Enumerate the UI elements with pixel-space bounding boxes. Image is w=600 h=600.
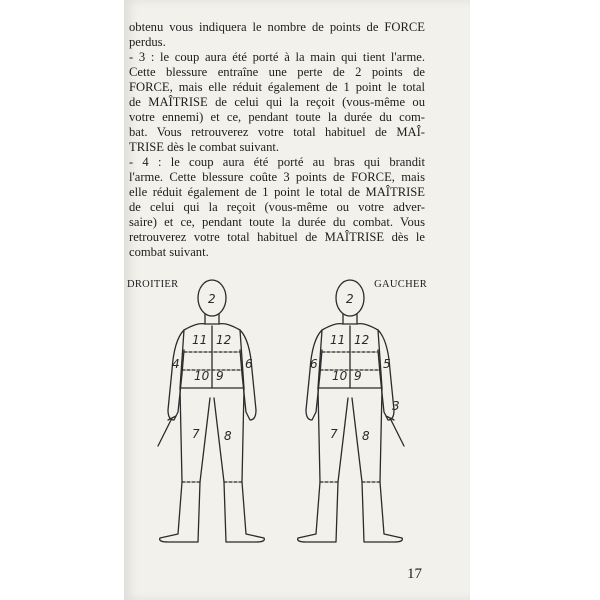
svg-text:8: 8: [362, 429, 370, 443]
figure-droitier: [154, 270, 294, 545]
text-line: de celui qui la reçoit (vous-même ou votre adver-: [129, 200, 425, 214]
svg-text:11: 11: [192, 333, 208, 347]
book-page: [124, 0, 470, 600]
text-line: saire) et ce, pendant toute la durée du combat. Vous: [129, 215, 425, 229]
svg-text:6: 6: [310, 357, 318, 371]
svg-text:2: 2: [208, 292, 216, 306]
text-line: TRISE dès le combat suivant.: [129, 140, 280, 154]
text-line: combat suivant.: [129, 245, 209, 259]
text-line: - 3 : le coup aura été porté à la main qui tient l'arme.: [129, 50, 425, 64]
text-line: votre ennemi) et ce, pendant toute la durée du com-: [129, 110, 425, 124]
svg-text:5: 5: [383, 357, 391, 371]
svg-text:10: 10: [332, 369, 348, 383]
text-line: de MAÎTRISE de celui qui la reçoit (vous-même ou: [129, 95, 425, 109]
figure-gaucher: [292, 270, 432, 545]
label-droitier: DROITIER: [127, 279, 179, 290]
text-line: - 4 : le coup aura été porté au bras qui brandit: [129, 155, 425, 169]
text-line: obtenu vous indiquera le nombre de points de FORCE: [129, 20, 425, 34]
svg-text:12: 12: [216, 333, 232, 347]
svg-text:7: 7: [330, 427, 338, 441]
svg-text:9: 9: [216, 369, 224, 383]
text-line: FORCE, mais elle réduit également de 1 point le total: [129, 80, 425, 94]
svg-text:8: 8: [224, 429, 232, 443]
text-line: l'arme. Cette blessure coûte 3 points de FORCE, mais: [129, 170, 425, 184]
text-line: perdus.: [129, 35, 166, 49]
svg-text:3: 3: [392, 399, 400, 413]
svg-text:9: 9: [354, 369, 362, 383]
text-line: Cette blessure entraîne une perte de 2 points de: [129, 65, 425, 79]
svg-text:6: 6: [245, 357, 253, 371]
label-gaucher: GAUCHER: [374, 279, 427, 290]
svg-text:10: 10: [194, 369, 210, 383]
svg-text:4: 4: [172, 357, 180, 371]
svg-text:2: 2: [346, 292, 354, 306]
svg-text:12: 12: [354, 333, 370, 347]
text-line: retrouverez votre total habituel de MAÎTRISE dès le: [129, 230, 425, 244]
svg-text:7: 7: [192, 427, 200, 441]
text-line: bat. Vous retrouverez votre total habituel de MAÎ-: [129, 125, 425, 139]
text-line: elle réduit également de 1 point le total de MAÎTRISE: [129, 185, 425, 199]
svg-text:11: 11: [330, 333, 346, 347]
body-text: [129, 20, 425, 260]
page-number: 17: [407, 566, 422, 582]
